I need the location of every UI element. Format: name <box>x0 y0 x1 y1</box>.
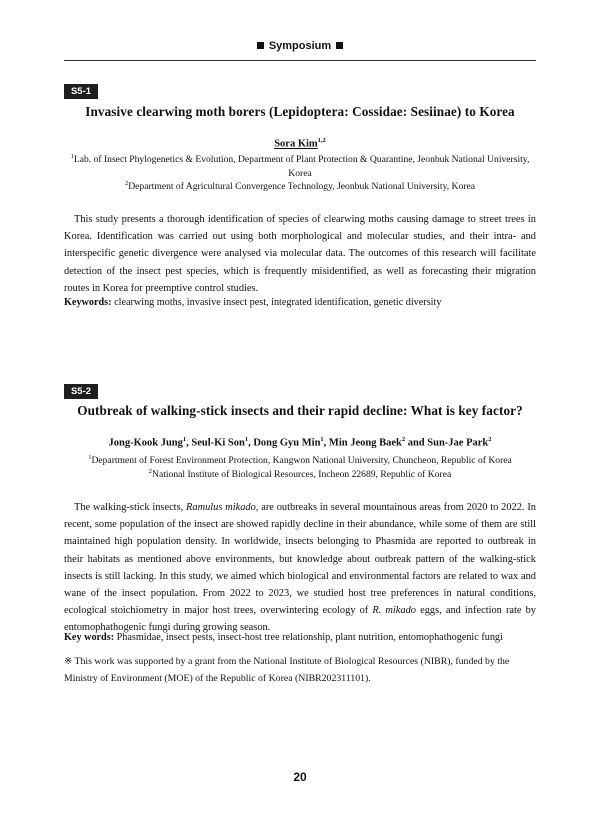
abstract-title: Outbreak of walking-stick insects and their rapid decline: What is key factor? <box>77 403 523 418</box>
author-name: Min Jeong Baek <box>328 437 402 449</box>
author-list <box>64 137 536 150</box>
species-name: Ramulus mikado <box>186 502 256 513</box>
keywords-label: Key words: <box>64 632 115 643</box>
square-bullet-icon <box>257 42 264 49</box>
keywords-text: Phasmidae, insect pests, insect-host tree relationship, plant nutrition, entomophathogenic fungi <box>116 632 503 643</box>
author-name: Sora Kim <box>274 138 318 150</box>
keywords <box>64 632 536 643</box>
species-name: R. mikado <box>372 605 416 617</box>
author-affil-sup: 1,2 <box>317 137 326 144</box>
affiliation: $^2$National Institute of Biological Resources, Incheon 22689, Republic of Korea <box>148 468 452 481</box>
running-header <box>64 40 536 60</box>
abstract-body: This study presents a thorough identification of species of clearwing moths causing damage to street trees in Korea. Identification was carried out using both morphological and molecular studies, and their intra- and interspecific genetic divergence were analysed via molecular data. The outcomes of this research will facilitate detection of the insect pest species, which is frequently misidentified, as well as forecasting their migration routes in Korea for preemptive control studies. <box>64 214 536 294</box>
funding-note: ※ This work was supported by a grant from the National Institute of Biological Resources (NIBR), funded by the Ministry of Environment (MOE) of the Republic of Korea (NIBR202311101). <box>64 656 510 684</box>
affiliation: $^2$Department of Agricultural Convergence Technology, Jeonbuk National University, Korea <box>125 180 475 193</box>
author-name: Seul-Ki Son <box>191 437 245 449</box>
abstract-body: The walking-stick insects, Ramulus mikado, are outbreaks in several mountainous areas from 2020 to 2022. In recent, some population of the insect are showed rapidly decline in their abundance, while some of them are still maintained high population density. In worldwide, insects belonging to Phasmida are reported to outbreak in their habitats as mentioned above environments, but knowledge about outbreak pattern of the walking-stick insects is still lacking. In this study, we aimed which biological and environmental factors are related to wax and wane of the insect population. From 2022 to 2023, we studied host tree preferences in natural conditions, ecological stoichiometry in major host trees, overwintering ecology of R. mikado eggs, and infection rate by entomophathogenic fungi during growing season. <box>64 502 537 634</box>
page-number: 20 <box>293 770 307 784</box>
author-name: Jong-Kook Jung <box>108 437 183 449</box>
square-bullet-icon <box>336 42 343 49</box>
abstract-title: Invasive clearwing moth borers (Lepidoptera: Cossidae: Sesiinae) to Korea <box>85 104 515 119</box>
keywords-label: Keywords: <box>64 297 112 308</box>
affiliation: $^1$Lab. of Insect Phylogenetics & Evolution, Department of Plant Protection & Quarantine, Jeonbuk National University, Korea <box>70 153 530 180</box>
affiliation: $^1$Department of Forest Environment Protection, Kangwon National University, Chuncheon, Republic of Korea <box>88 454 512 467</box>
author-list: Jong-Kook Jung$^1$, Seul-Ki Son$^1$, Dong Gyu Min$^1$, Min Jeong Baek$^2$ and Sun-Jae Park$^2$ <box>108 436 492 449</box>
author-name: Dong Gyu Min <box>253 437 321 449</box>
session-tag: S5-1 <box>64 84 98 99</box>
header-label: Symposium <box>268 40 332 52</box>
session-tag: S5-2 <box>64 384 98 399</box>
keywords-text: clearwing moths, invasive insect pest, integrated identification, genetic diversity <box>114 297 442 308</box>
keywords <box>64 297 536 308</box>
header-divider <box>64 60 536 61</box>
author-name: Sun-Jae Park <box>427 437 489 449</box>
